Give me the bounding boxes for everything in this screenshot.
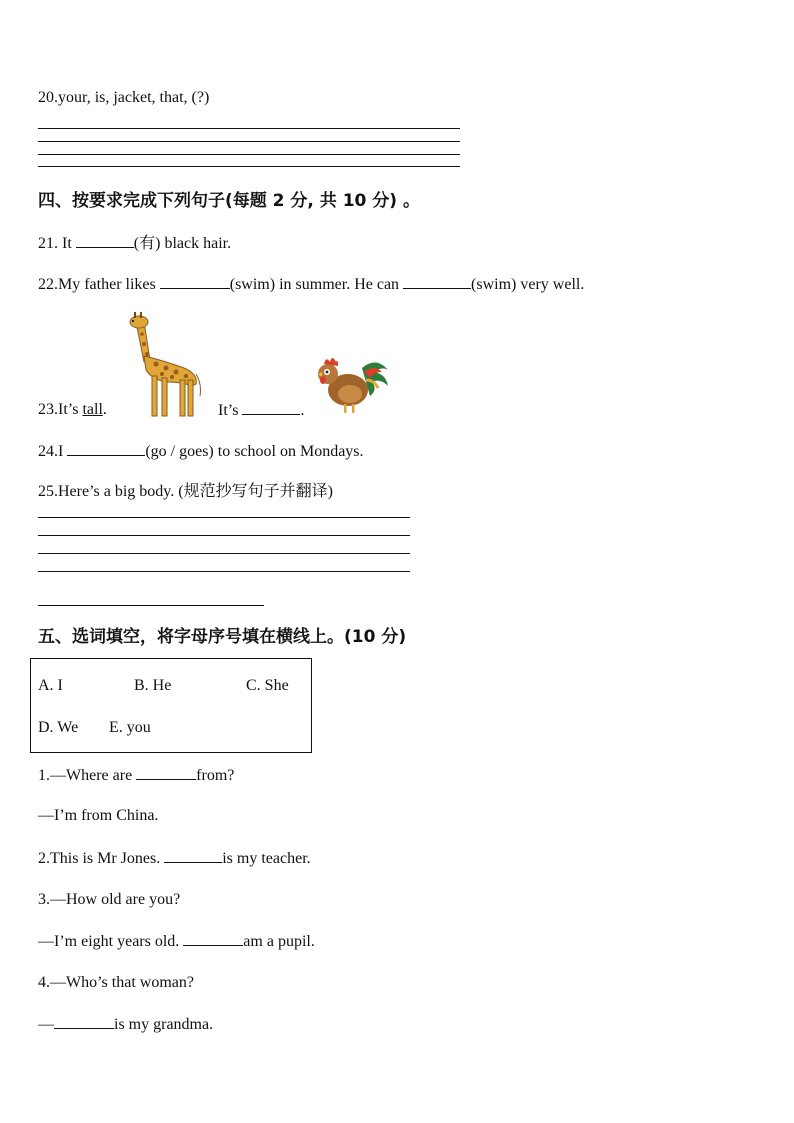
question-25: [38, 482, 333, 502]
question-21: [38, 233, 231, 254]
answer-line[interactable]: [38, 166, 460, 167]
exercise-4-suffix: is my grandma.: [114, 1016, 214, 1033]
question-20-text: 20.your, is, jacket, that, (?): [38, 89, 210, 106]
exercise-4-prefix: —: [38, 1016, 54, 1033]
answer-line[interactable]: [38, 128, 460, 129]
fill-blank[interactable]: [67, 441, 145, 456]
word-bank-box: [30, 658, 312, 753]
exercise-4-question: 4.—Who’s that woman?: [38, 974, 194, 991]
fill-blank[interactable]: [164, 848, 222, 863]
question-24: [38, 441, 364, 462]
exercise-4-answer: [38, 1014, 213, 1035]
fill-blank[interactable]: [160, 274, 230, 289]
translation-line[interactable]: [38, 605, 264, 606]
question-23-answer-prefix: It’s: [218, 402, 243, 419]
answer-line[interactable]: [38, 154, 460, 155]
exercise-3-suffix: am a pupil.: [243, 933, 315, 950]
question-23-answer: [218, 400, 304, 421]
question-23-prefix: 23.It’s: [38, 401, 83, 418]
option-c: C. She: [246, 677, 289, 694]
question-23: [38, 400, 107, 420]
option-a: A. I: [38, 677, 63, 694]
section-4-heading: 四、按要求完成下列句子(每题 2 分, 共 10 分) 。: [38, 191, 420, 211]
fill-blank[interactable]: [242, 400, 300, 415]
question-22-prefix: 22.My father likes: [38, 276, 160, 293]
exercise-1-prefix: 1.—Where are: [38, 767, 137, 784]
answer-line[interactable]: [38, 535, 410, 536]
answer-line[interactable]: [38, 141, 460, 142]
question-20: [38, 88, 209, 108]
question-22-suffix: (swim) very well.: [471, 276, 585, 293]
question-24-suffix: (go / goes) to school on Mondays.: [145, 443, 364, 460]
question-21-suffix: (有) black hair.: [133, 235, 232, 252]
answer-line[interactable]: [38, 571, 410, 572]
fill-blank[interactable]: [76, 233, 134, 248]
exercise-3-question: 3.—How old are you?: [38, 891, 181, 908]
exercise-2: [38, 848, 311, 869]
option-b: B. He: [134, 677, 172, 694]
fill-blank[interactable]: [54, 1014, 114, 1029]
section-5-heading: 五、选词填空，将字母序号填在横线上。(10 分): [38, 627, 407, 647]
fill-blank[interactable]: [136, 765, 196, 780]
question-22: [38, 274, 584, 295]
exercise-3-prefix: —I’m eight years old.: [38, 933, 184, 950]
giraffe-icon: [122, 312, 206, 418]
option-e: E. you: [109, 719, 151, 736]
rooster-icon: [312, 350, 392, 416]
question-22-middle: (swim) in summer. He can: [229, 276, 404, 293]
exercise-1-question: [38, 765, 234, 786]
exercise-2-prefix: 2.This is Mr Jones.: [38, 850, 165, 867]
exercise-1-answer: —I’m from China.: [38, 807, 159, 824]
exercise-1-suffix: from?: [196, 767, 235, 784]
answer-line[interactable]: [38, 553, 410, 554]
exercise-3-answer: [38, 931, 315, 952]
exercise-2-suffix: is my teacher.: [222, 850, 311, 867]
fill-blank[interactable]: [183, 931, 243, 946]
question-21-prefix: 21. It: [38, 235, 76, 252]
fill-blank[interactable]: [403, 274, 471, 289]
question-23-answer-period: .: [300, 402, 305, 419]
option-d: D. We: [38, 719, 79, 736]
question-23-period: .: [102, 401, 107, 418]
question-24-prefix: 24.I: [38, 443, 68, 460]
answer-line[interactable]: [38, 517, 410, 518]
question-25-text: 25.Here’s a big body. (规范抄写句子并翻译): [38, 483, 333, 500]
question-23-example-word: tall: [82, 401, 103, 418]
